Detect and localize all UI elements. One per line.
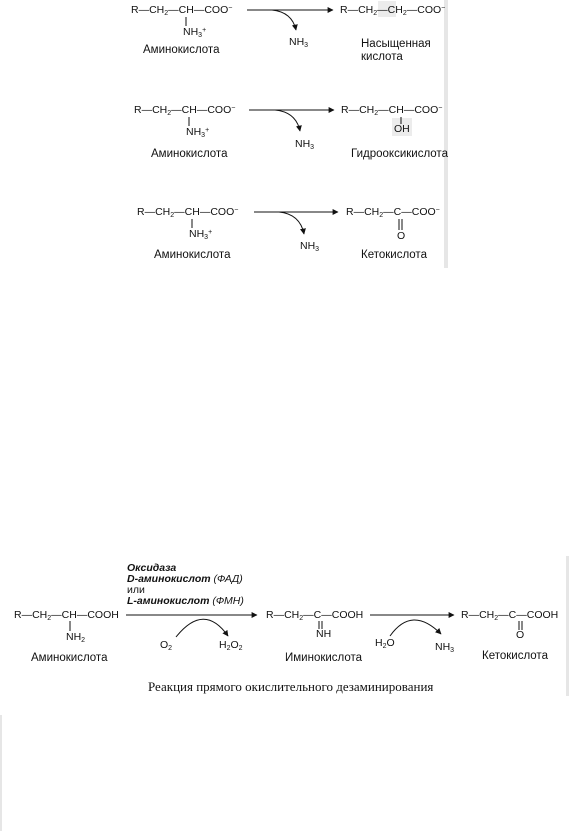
r2-side-arrow: [275, 110, 300, 131]
ammonia-product: $NH_3$: [435, 641, 455, 654]
r2-product-name: Гидрооксикислота: [351, 148, 448, 160]
r4-keto-name: Кетокислота: [482, 650, 548, 662]
r4-oxygen-arc-arrow: [176, 619, 228, 637]
r1-product-formula: $R—CH_2—CH_2—COO^-$: [340, 4, 446, 17]
enzyme-line-4: L-аминокислот (ФМН): [127, 595, 244, 607]
enzyme-line-3: или: [127, 584, 145, 596]
r2-substrate-formula: $R—CH_2—CH—COO^-$: [134, 104, 236, 117]
figure-caption: Реакция прямого окислительного дезаминирования: [148, 679, 434, 694]
r1-substrate-formula: $R—CH_2—CH—COO^-$: [131, 4, 233, 17]
oxygen-reagent: $O_2$: [160, 639, 173, 652]
enzyme-line-1: Оксидаза: [127, 562, 177, 574]
enzyme-line-2: D-аминокислот (ФАД): [127, 573, 243, 585]
water-reagent: $H_2O$: [375, 637, 395, 650]
r1-byproduct: $NH_3$: [289, 36, 309, 49]
r4-imino-group: NH: [316, 628, 332, 640]
r3-product-name: Кетокислота: [361, 249, 427, 261]
r4-substrate-name: Аминокислота: [31, 652, 108, 664]
r1-product-name-line1: Насыщенная: [361, 38, 431, 50]
r2-product-formula: $R—CH_2—CH—COO^-$: [341, 104, 443, 117]
r3-amine-group: $NH_3^+$: [189, 228, 213, 241]
r4-amino-group: $NH_2$: [66, 631, 86, 644]
r1-side-arrow: [272, 10, 296, 30]
r3-side-arrow: [279, 212, 304, 234]
r4-keto-formula: $R—CH_2—C—COOH$: [461, 609, 559, 622]
r3-keto-oxygen: O: [397, 230, 406, 242]
r1-amine-group: $NH_3^+$: [183, 26, 207, 39]
r3-substrate-name: Аминокислота: [154, 249, 231, 261]
r3-product-formula: $R—CH_2—C—COO^-$: [346, 206, 440, 219]
r2-amine-group: $NH_3^+$: [186, 126, 210, 139]
r3-byproduct: $NH_3$: [300, 240, 320, 253]
r1-product-name-line2: кислота: [361, 51, 403, 63]
r2-substrate-name: Аминокислота: [151, 148, 228, 160]
r2-byproduct: $NH_3$: [295, 138, 315, 151]
r4-keto-oxygen: O: [516, 629, 525, 641]
peroxide-product: $H_2O_2$: [219, 639, 243, 652]
r4-imino-formula: $R—CH_2—C—COOH$: [266, 609, 364, 622]
r2-hydroxy-group: OH: [394, 123, 410, 135]
r4-water-arc-arrow: [390, 620, 441, 636]
r4-substrate-formula: $R—CH_2—CH—COOH$: [14, 609, 119, 622]
r4-imino-name: Иминокислота: [285, 652, 363, 664]
r1-substrate-name: Аминокислота: [143, 44, 220, 56]
r3-substrate-formula: $R—CH_2—CH—COO^-$: [137, 206, 239, 219]
